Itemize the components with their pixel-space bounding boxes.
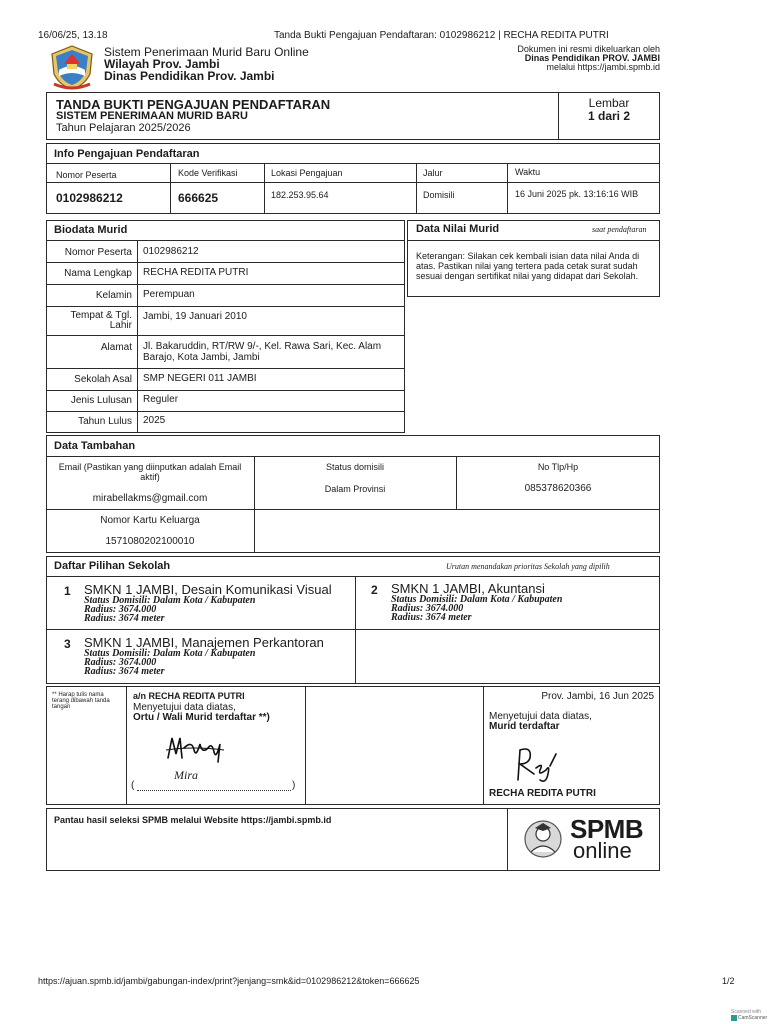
pilihan-note: Urutan menandakan prioritas Sekolah yang dipilih (446, 562, 610, 571)
bio-label-sekolah: Sekolah Asal (74, 374, 132, 385)
domisili-label: Status domisili (325, 462, 385, 472)
bio-label-alamat: Alamat (100, 342, 132, 353)
bio-label-nama: Nama Lengkap (64, 268, 132, 279)
bio-value-alamat: Jl. Bakaruddin, RT/RW 9/-, Kel. Rawa Sari, Kec. Alam Barajo, Kota Jambi, Jambi (143, 341, 382, 363)
info-label-nomor: Nomor Peserta (56, 170, 117, 180)
print-datetime: 16/06/25, 13.18 (38, 30, 108, 41)
info-value-jalur: Domisili (423, 190, 455, 200)
official-line3: melalui https://jambi.spmb.id (546, 62, 660, 72)
email-label: Email (Pastikan yang diinputkan adalah Email aktif) (58, 462, 242, 482)
info-label-lokasi: Lokasi Pengajuan (271, 168, 343, 178)
choice-number: 3 (64, 637, 71, 651)
bio-value-lulusan: Reguler (143, 394, 179, 405)
choice-school-name: SMKN 1 JAMBI, Manajemen Perkantoran (84, 635, 324, 650)
choice-radius-meter: Radius: 3674 meter (391, 612, 472, 623)
bio-label-ttl: Tempat & Tgl. Lahir (70, 310, 132, 331)
choice-number: 1 (64, 584, 71, 598)
name-blank-line (137, 790, 291, 791)
bio-value-ttl: Jambi, 19 Januari 2010 (143, 311, 247, 322)
choice-radius: Radius: 3674.000 (84, 604, 157, 615)
parent-signature (164, 730, 228, 766)
print-page-title: Tanda Bukti Pengajuan Pendaftaran: 0102986212 | RECHA REDITA PUTRI (274, 30, 609, 41)
school-choice-3 (48, 631, 354, 683)
official-line1: Dokumen ini resmi dikeluarkan oleh (517, 44, 660, 54)
info-value-lokasi: 182.253.95.64 (271, 190, 329, 200)
hp-value: 085378620366 (524, 483, 592, 494)
info-value-kode: 666625 (178, 191, 219, 205)
bio-value-nomor: 0102986212 (143, 246, 199, 257)
info-label-waktu: Waktu (515, 167, 541, 177)
kk-label: Nomor Kartu Keluarga (100, 515, 200, 526)
info-label-jalur: Jalur (423, 168, 443, 178)
school-choice-1 (48, 578, 354, 628)
choice-radius: Radius: 3674.000 (391, 603, 464, 614)
choice-radius-meter: Radius: 3674 meter (84, 613, 165, 624)
pilihan-heading: Daftar Pilihan Sekolah (54, 560, 171, 572)
letterhead-line3: Dinas Pendidikan Prov. Jambi (104, 69, 275, 83)
jambi-province-emblem (48, 44, 96, 90)
bio-value-nama: RECHA REDITA PUTRI (143, 267, 249, 278)
parent-approve-line1: Menyetujui data diatas, (133, 702, 236, 713)
name-blank-open: ( (131, 780, 135, 791)
signature-note: ** Harap tulis nama terang dibawah tanda tangan (52, 692, 110, 710)
choice-status: Status Domisili: Dalam Kota / Kabupaten (84, 648, 256, 659)
official-line2: Dinas Pendidikan PROV. JAMBI (524, 53, 660, 63)
spmb-logo-word1: SPMB (570, 814, 644, 844)
document-subtitle: SISTEM PENERIMAAN MURID BARU (56, 110, 248, 122)
choice-radius: Radius: 3674.000 (84, 657, 157, 668)
bio-value-kelamin: Perempuan (143, 289, 195, 300)
handwritten-name: Mira (174, 768, 198, 782)
info-pengajuan-heading: Info Pengajuan Pendaftaran (54, 148, 200, 160)
bio-value-sekolah: SMP NEGERI 011 JAMBI (143, 373, 257, 384)
bio-value-tahun: 2025 (143, 415, 166, 426)
spmb-mascot-icon (522, 818, 564, 860)
parent-approve-line2: Ortu / Wali Murid terdaftar **) (133, 712, 270, 723)
choice-status: Status Domisili: Dalam Kota / Kabupaten (391, 594, 563, 605)
print-page-number: 1/2 (722, 976, 735, 986)
scanner-logo-icon (731, 1015, 737, 1021)
letterhead-line2: Wilayah Prov. Jambi (104, 57, 220, 71)
pantau-text: Pantau hasil seleksi SPMB melalui Website https://jambi.spmb.id (54, 815, 332, 825)
sheet-value: 1 dari 2 (587, 109, 631, 123)
student-approve-line2: Murid terdaftar (489, 721, 560, 732)
choice-school-name: SMKN 1 JAMBI, Desain Komunikasi Visual (84, 582, 332, 597)
parent-name: a/n RECHA REDITA PUTRI (133, 691, 245, 701)
bio-label-kelamin: Kelamin (95, 290, 132, 301)
nilai-note: saat pendaftaran (592, 225, 647, 234)
domisili-value: Dalam Provinsi (324, 484, 386, 494)
bio-label-lulusan: Jenis Lulusan (70, 395, 132, 406)
choice-school-name: SMKN 1 JAMBI, Akuntansi (391, 581, 545, 596)
info-label-kode: Kode Verifikasi (178, 168, 238, 178)
kk-value: 1571080202100010 (105, 536, 195, 547)
sheet-label: Lembar (588, 96, 630, 110)
student-approve-line1: Menyetujui data diatas, (489, 711, 592, 722)
choice-status: Status Domisili: Dalam Kota / Kabupaten (84, 595, 256, 606)
tambahan-heading: Data Tambahan (54, 440, 136, 452)
student-name: RECHA REDITA PUTRI (489, 788, 596, 799)
nilai-heading: Data Nilai Murid (416, 223, 500, 235)
school-choice-2 (357, 578, 659, 628)
name-blank-close: ) (292, 780, 296, 791)
scanner-mark-line1: Scanned with (731, 1009, 762, 1015)
scanner-mark-line2: CamScanner (738, 1015, 768, 1021)
bio-label-nomor: Nomor Peserta (64, 247, 132, 258)
hp-label: No Tlp/Hp (537, 462, 579, 472)
choice-radius-meter: Radius: 3674 meter (84, 666, 165, 677)
bio-label-tahun: Tahun Lulus (78, 416, 132, 427)
email-value: mirabellakms@gmail.com (92, 493, 208, 504)
biodata-heading: Biodata Murid (54, 224, 128, 236)
academic-year: Tahun Pelajaran 2025/2026 (56, 122, 191, 134)
nilai-keterangan: Keterangan: Silakan cek kembali isian data nilai Anda di atas. Pastikan nilai yang tertera pada cetak surat sudah sesuai dengan sertifikat nilai yang didapat dari Sekolah. (416, 251, 640, 281)
print-url: https://ajuan.spmb.id/jambi/gabungan-index/print?jenjang=smk&id=0102986212&token=666625 (38, 976, 420, 986)
info-value-nomor: 0102986212 (56, 191, 123, 205)
document-title: TANDA BUKTI PENGAJUAN PENDAFTARAN (56, 97, 331, 112)
choice-number: 2 (371, 583, 378, 597)
info-value-waktu: 16 Juni 2025 pk. 13:16:16 WIB (515, 189, 639, 199)
letterhead-line1: Sistem Penerimaan Murid Baru Online (104, 45, 309, 59)
spmb-logo-word2: online (573, 838, 632, 863)
place-date: Prov. Jambi, 16 Jun 2025 (541, 691, 654, 702)
student-signature (510, 744, 560, 784)
